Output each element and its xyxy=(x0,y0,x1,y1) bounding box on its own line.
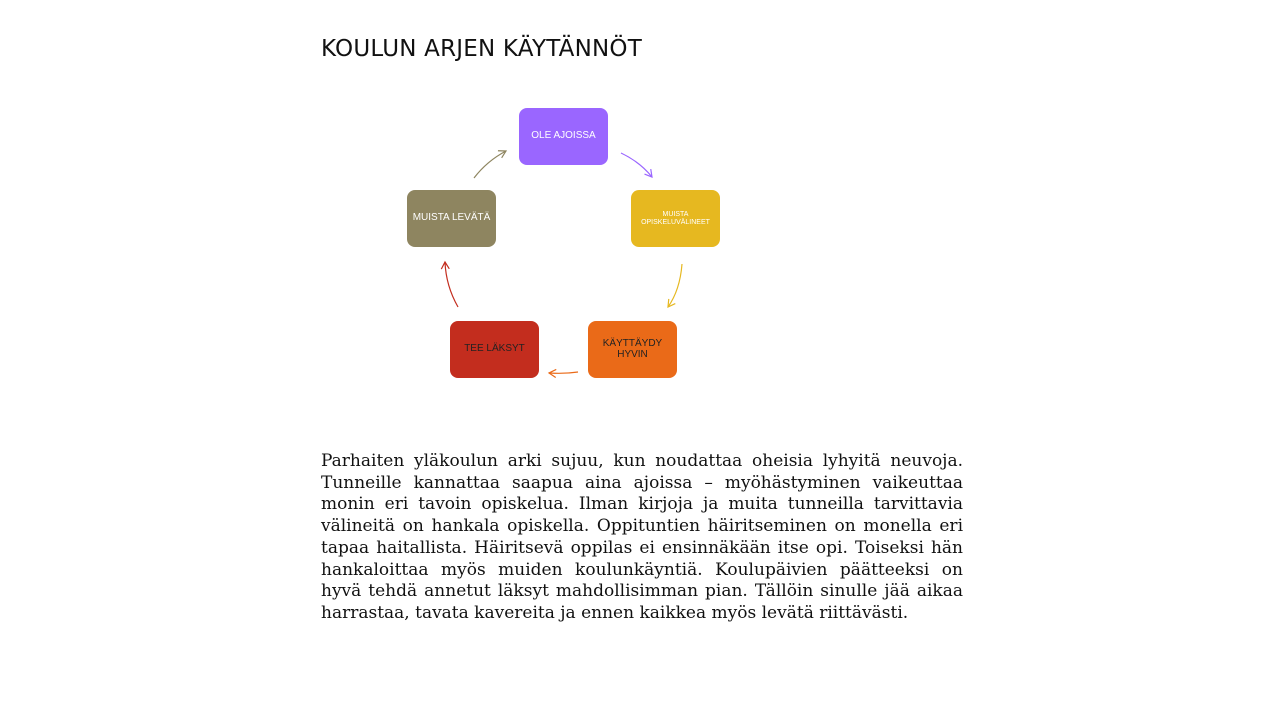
body-paragraph: Parhaiten yläkoulun arki sujuu, kun noudattaa oheisia lyhyitä neuvoja. Tunneille kannattaa saapua aina ajoissa – myöhästyminen vaikeuttaa monin eri tavoin opiskelua. Ilman kirjoja ja muita tunneilla tarvittavia välineitä on hankala opiskella. Oppituntien häiritseminen on monella eri tapaa haitallista. Häiritsevä oppilas ei ensinnäkään itse opi. Toiseksi hän hankaloittaa myös muiden koulunkäyntiä. Koulupäivien päätteeksi on hyvä tehdä annetut läksyt mahdollisimman pian. Tällöin sinulle jää aikaa harrastaa, tavata kavereita ja ennen kaikkea myös levätä riittävästi. xyxy=(321,451,963,623)
cycle-arrow-1 xyxy=(621,153,652,177)
cycle-step-behave-well xyxy=(588,321,677,378)
cycle-step-remember-rest xyxy=(407,190,496,247)
page-title: KOULUN ARJEN KÄYTÄNNÖT xyxy=(321,36,642,62)
cycle-arrow-3 xyxy=(549,372,578,373)
cycle-arrow-2 xyxy=(668,264,682,307)
cycle-step-label: MUISTA LEVÄTÄ xyxy=(412,212,491,224)
cycle-arrow-5 xyxy=(474,151,506,178)
cycle-step-label: TEE LÄKSYT xyxy=(464,343,525,355)
cycle-step-label: KÄYTTÄYDY HYVIN xyxy=(602,338,663,360)
cycle-step-do-homework xyxy=(450,321,539,378)
cycle-step-be-on-time xyxy=(519,108,608,165)
cycle-step-label: OLE AJOISSA xyxy=(531,130,596,142)
cycle-step-remember-supplies xyxy=(631,190,720,247)
cycle-step-label: MUISTA OPISKELUVÄLINEET xyxy=(641,211,710,226)
cycle-arrow-4 xyxy=(445,262,458,307)
